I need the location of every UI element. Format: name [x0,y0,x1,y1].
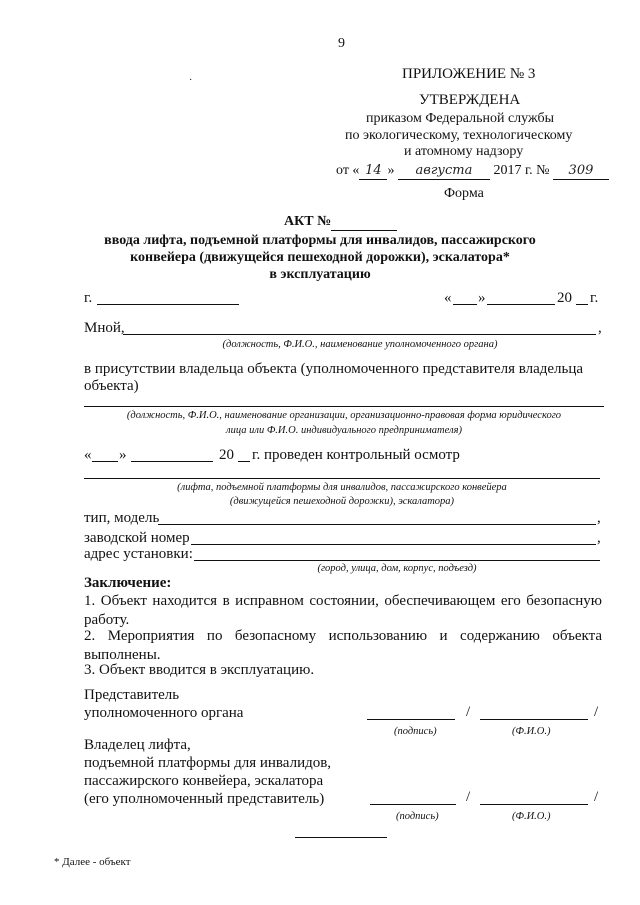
object-caption-line-2: (движущейся пешеходной дорожки), эскалатора) [229,496,455,507]
page-number: 9 [338,36,345,51]
day-blank[interactable] [453,304,477,305]
footnote: * Далее - объект [54,856,131,868]
object-caption-line-1: (лифта, подъемной платформы для инвалидов, пассажирского конвейера [177,482,507,493]
owner-fio-caption: (Ф.И.О.) [512,811,551,822]
conclusion-item-2: 2. Мероприятия по безопасному использованию и содержанию объекта выполнены. [84,628,602,663]
address-blank[interactable] [194,560,600,561]
type-model-comma: , [597,510,601,526]
conclusion-heading: Заключение: [84,575,172,591]
owner-label-line-1: Владелец лифта, [84,737,191,753]
object-blank[interactable] [84,478,600,479]
owner-signature-blank[interactable] [370,804,456,805]
rep-slash-end: / [594,704,599,720]
date-month-handwritten: августа [398,163,490,180]
approval-line-2: по экологическому, технологическому [345,128,573,143]
rep-label-line-2: уполномоченного органа [84,705,244,721]
inspection-month-blank[interactable] [131,461,213,462]
date-close-quote: » [478,290,486,306]
title-line-2: конвейера (движущейся пешеходной дорожки), эскалатора* [130,250,510,265]
approval-date [336,163,609,180]
date-year: 2017 г. № [493,163,550,178]
inspection-year-prefix: 20 [219,447,234,463]
owner-label-line-3: пассажирского конвейера, эскалатора [84,773,324,789]
date-prefix: от « [336,163,360,178]
owner-slash: / [466,789,471,805]
owner-fio-blank[interactable] [480,804,588,805]
owner-label-line-2: подъемной платформы для инвалидов, [84,755,332,771]
rep-signature-blank[interactable] [367,719,455,720]
title-line-1: ввода лифта, подъемной платформы для инвалидов, пассажирского [104,233,536,248]
date-day-handwritten: 14 [359,163,387,180]
act-number-blank[interactable] [331,214,397,231]
date-mid: » [387,163,395,178]
serial-number-label: заводской номер [84,530,190,546]
rep-fio-caption: (Ф.И.О.) [512,726,551,737]
rep-fio-blank[interactable] [480,719,588,720]
conclusion-item-3: 3. Объект вводится в эксплуатацию. [84,662,315,678]
title-line-3: в эксплуатацию [269,267,371,282]
act-number [284,214,397,231]
city-blank[interactable] [97,304,239,305]
act-number-label: АКТ № [284,214,332,229]
footnote-divider [295,837,387,838]
serial-number-comma: , [597,530,601,546]
by-blank[interactable] [123,334,596,335]
rep-sign-caption: (подпись) [394,726,437,737]
rep-slash: / [466,704,471,720]
approved-label: УТВЕРЖДЕНА [419,92,521,108]
dot-mark: · [189,75,193,86]
serial-number-blank[interactable] [191,544,596,545]
city-prefix: г. [84,290,93,306]
by-comma: , [598,320,602,336]
type-model-blank[interactable] [158,524,596,525]
inspection-open-quote: « [84,447,92,463]
date-year-prefix: 20 [557,290,572,306]
month-blank[interactable] [487,304,555,305]
owner-sign-caption: (подпись) [396,811,439,822]
form-label: Форма [444,186,484,201]
approval-line-3: и атомному надзору [404,144,524,159]
owner-caption-line-2: лица или Ф.И.О. индивидуального предпринимателя) [226,425,462,436]
date-year-suffix: г. [590,290,599,306]
rep-label-line-1: Представитель [84,687,180,703]
by-label: Мной, [84,320,125,336]
year-blank[interactable] [576,304,588,305]
order-number-handwritten: 309 [553,163,609,180]
inspection-text: г. проведен контрольный осмотр [252,447,460,463]
owner-label-line-4: (его уполномоченный представитель) [84,791,325,807]
approval-line-1: приказом Федеральной службы [366,111,554,126]
inspection-day-blank[interactable] [92,461,118,462]
presence-text: в присутствии владельца объекта (уполномоченного представителя владельца объекта) [84,361,584,394]
inspection-year-blank[interactable] [238,461,250,462]
owner-slash-end: / [594,789,599,805]
address-label: адрес установки: [84,546,193,562]
owner-caption-line-1: (должность, Ф.И.О., наименование организации, организационно-правовая форма юридического [126,410,562,421]
appendix-label: ПРИЛОЖЕНИЕ № 3 [402,66,536,82]
date-open-quote: « [444,290,452,306]
type-model-label: тип, модель [84,510,160,526]
by-caption: (должность, Ф.И.О., наименование уполномоченного органа) [222,339,498,350]
conclusion-item-1: 1. Объект находится в исправном состоянии, обеспечивающем его безопасную работу. [84,593,602,628]
address-caption: (город, улица, дом, корпус, подъезд) [317,563,477,574]
inspection-close-quote: » [119,447,127,463]
owner-blank[interactable] [84,406,604,407]
